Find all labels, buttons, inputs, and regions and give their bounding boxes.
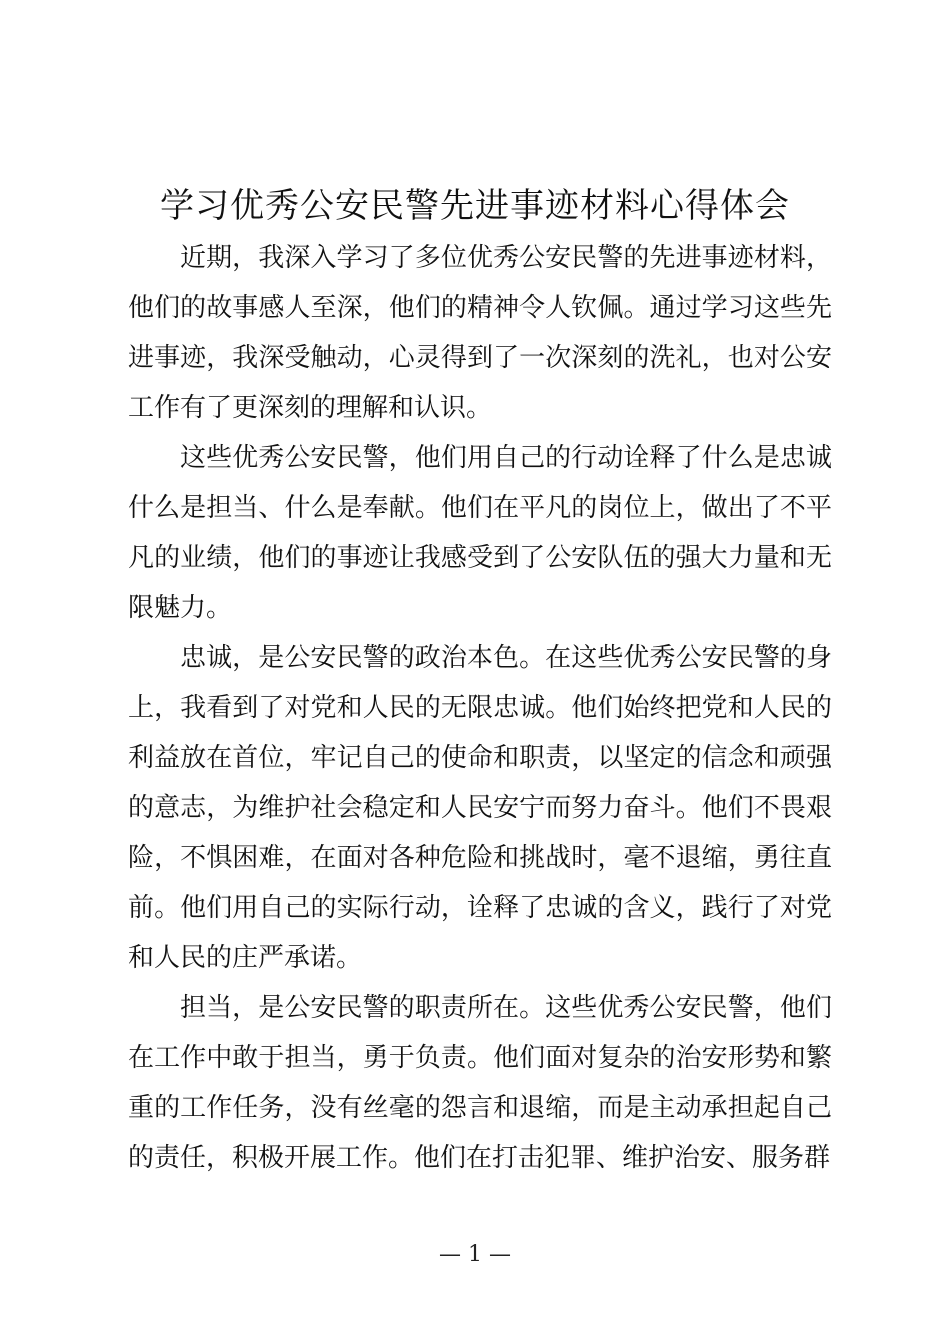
paragraph-3: 忠诚，是公安民警的政治本色。在这些优秀公安民警的身上，我看到了对党和人民的无限忠诚。他们始终把党和人民的利益放在首位，牢记自己的使命和职责，以坚定的信念和顽强的意志，为维护社会稳定和人民安宁而努力奋斗。他们不畏艰险，不惧困难，在面对各种危险和挑战时，毫不退缩，勇往直前。他们用自己的实际行动，诠释了忠诚的含义，践行了对党和人民的庄严承诺。 bbox=[128, 643, 832, 973]
paragraph-4: 担当，是公安民警的职责所在。这些优秀公安民警，他们在工作中敢于担当，勇于负责。他们面对复杂的治安形势和繁重的工作任务，没有丝毫的怨言和退缩，而是主动承担起自己的责任，积极开展工作。他们在打击犯罪、维护治安、服务群 bbox=[128, 993, 832, 1173]
document-body bbox=[128, 233, 832, 1183]
page-number: — 1 — bbox=[439, 1242, 511, 1267]
paragraph-2: 这些优秀公安民警，他们用自己的行动诠释了什么是忠诚什么是担当、什么是奉献。他们在平凡的岗位上，做出了不平凡的业绩，他们的事迹让我感受到了公安队伍的强大力量和无限魅力。 bbox=[128, 443, 832, 623]
paragraph-1: 近期，我深入学习了多位优秀公安民警的先进事迹材料，他们的故事感人至深，他们的精神令人钦佩。通过学习这些先进事迹，我深受触动，心灵得到了一次深刻的洗礼，也对公安工作有了更深刻的理解和认识。 bbox=[128, 243, 832, 423]
document-title: 学习优秀公安民警先进事迹材料心得体会 bbox=[160, 186, 790, 226]
